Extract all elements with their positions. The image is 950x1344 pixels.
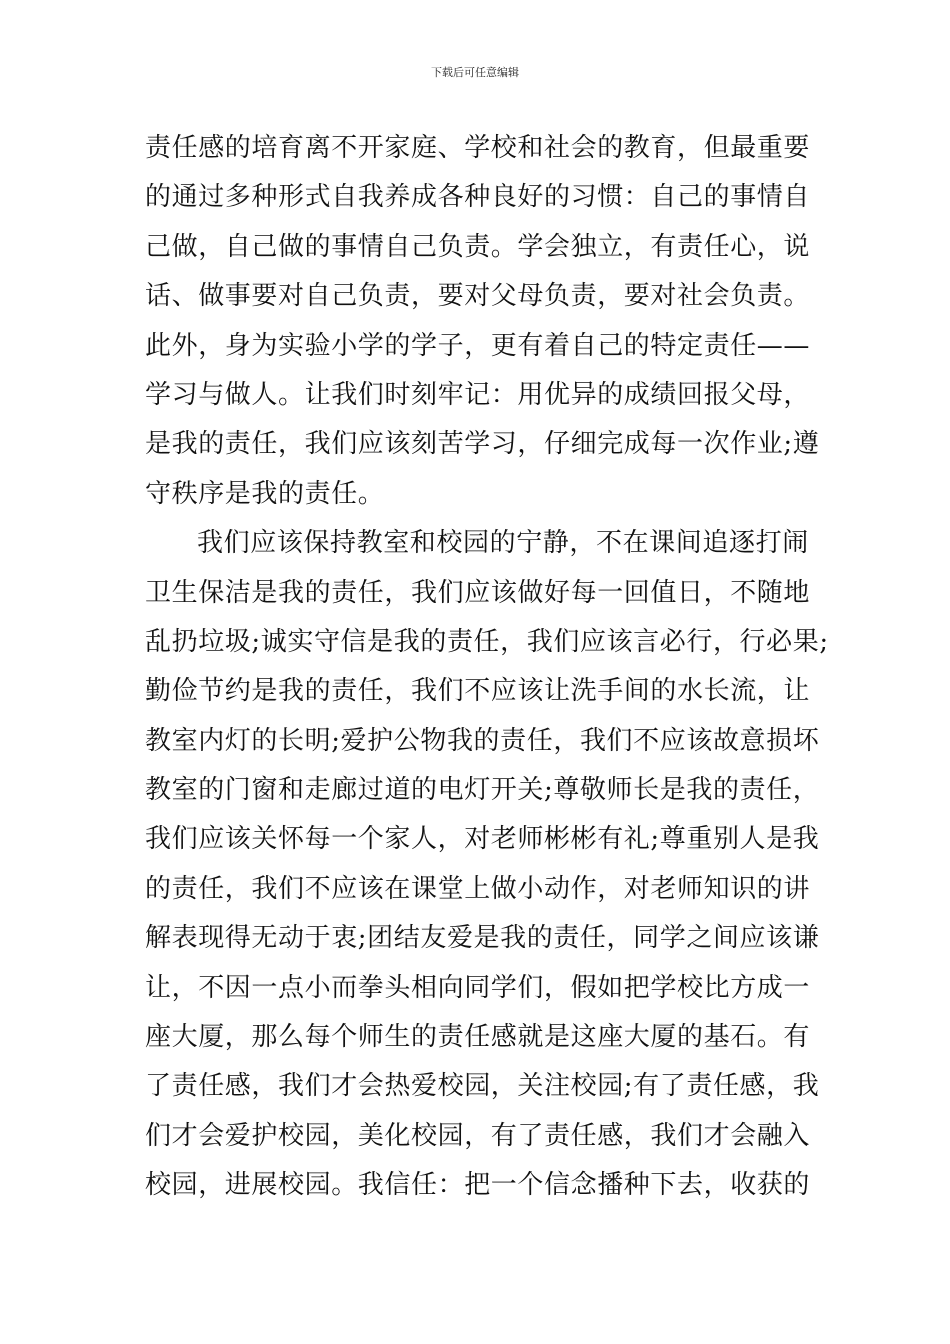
text-line: 乱扔垃圾;诚实守信是我的责任，我们应该言必行，行必果;: [145, 626, 829, 657]
text-line: 守秩序是我的责任。: [145, 478, 385, 509]
text-line: 学习与做人。让我们时刻牢记：用优异的成绩回报父母，: [145, 379, 811, 410]
text-line: 此外，身为实验小学的学子，更有着自己的特定责任——: [145, 330, 811, 361]
text-line: 座大厦，那么每个师生的责任感就是这座大厦的基石。有: [145, 1022, 811, 1053]
text-line: 己做，自己做的事情自己负责。学会独立，有责任心，说: [145, 231, 811, 262]
text-line: 了责任感，我们才会热爱校园，关注校园;有了责任感，我: [145, 1071, 820, 1102]
paragraph-1: [145, 124, 820, 519]
text-line: 校园，进展校园。我信任：把一个信念播种下去，收获的: [145, 1170, 811, 1201]
text-line: 教室内灯的长明;爱护公物我的责任，我们不应该故意损坏: [145, 725, 820, 756]
text-line: 是我的责任，我们应该刻苦学习，仔细完成每一次作业;遵: [145, 429, 820, 460]
text-line: 的责任，我们不应该在课堂上做小动作，对老师知识的讲: [145, 873, 811, 904]
text-line: 责任感的培育离不开家庭、学校和社会的教育，但最重要: [145, 133, 811, 163]
text-line: 让，不因一点小而拳头相向同学们，假如把学校比方成一: [145, 972, 811, 1003]
paragraph-2: [145, 519, 829, 1210]
text-line: 教室的门窗和走廊过道的电灯开关;尊敬师长是我的责任，: [145, 775, 820, 806]
text-line: 解表现得无动于衷;团结友爱是我的责任，同学之间应该谦: [145, 923, 820, 954]
page-header: 下载后可任意编辑: [431, 66, 519, 79]
text-line-indented: 我们应该保持教室和校园的宁静，不在课间追逐打闹: [197, 528, 809, 559]
text-line: 的通过多种形式自我养成各种良好的习惯：自己的事情自: [145, 182, 811, 213]
text-line: 卫生保洁是我的责任，我们应该做好每一回值日，不随地: [145, 577, 811, 608]
text-line: 们才会爱护校园，美化校园，有了责任感，我们才会融入: [145, 1120, 811, 1151]
text-line: 话、做事要对自己负责，要对父母负责，要对社会负责。: [145, 281, 811, 312]
text-line: 勤俭节约是我的责任，我们不应该让洗手间的水长流，让: [145, 676, 811, 707]
text-line: 我们应该关怀每一个家人，对老师彬彬有礼;尊重别人是我: [145, 824, 820, 855]
document-body: [145, 124, 829, 1211]
